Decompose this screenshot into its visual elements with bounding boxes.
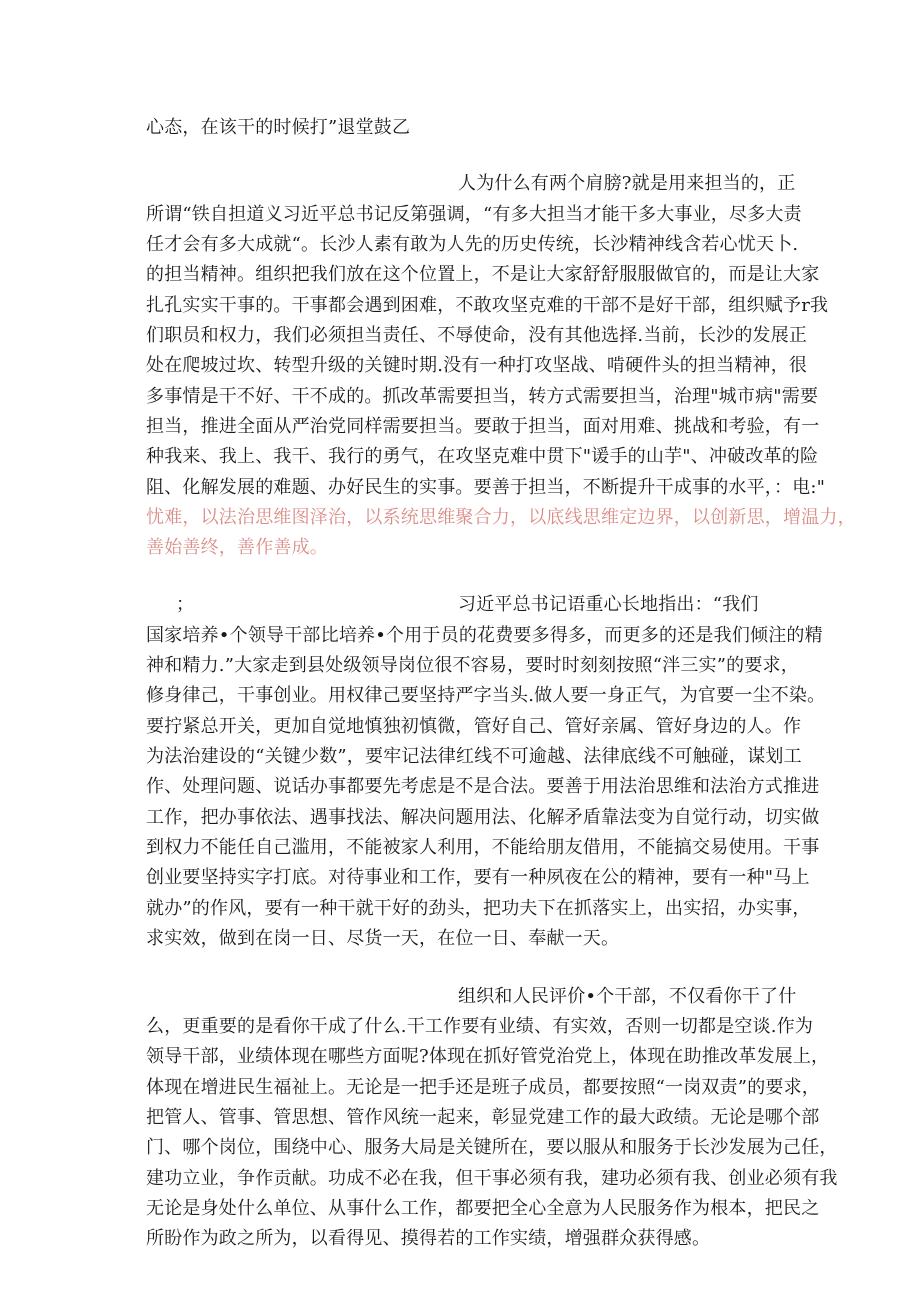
text-line: 把管人、管事、管思想、管作风统一起来，彰显党建工作的最大政绩。无论是哪个部 <box>146 1107 820 1128</box>
text-line: 神和精力.”大家走到县处级领导岗位很不容易，要时时刻刻按照“泮三实”的要求， <box>146 655 799 676</box>
text-line: 创业要坚持实字打底。对待事业和工作，要有一种夙夜在公的精神，要有一种"马上 <box>146 867 810 888</box>
text-line: 体现在增进民生福祉上。无论是一把手还是班子成员，都要按照“一岗双责”的要求， <box>146 1077 821 1098</box>
text-line: 建功立业，争作贡献。功成不必在我，但干事必须有我，建功必须有我、创业必须有我 <box>146 1168 838 1189</box>
highlighted-text-line: 善始善终，善作善成。 <box>146 537 328 558</box>
text-line: 的担当精神。组织把我们放在这个位置上，不是让大家舒舒服服做官的，而是让大家 <box>146 264 820 285</box>
text-line: 多事情是干不好、干不成的。抓改革需要担当，转方式需要担当，治理"城市病"需要 <box>146 386 819 407</box>
text-line: 扎孔实实干事的。干事都会遇到困难，不敢攻坚克难的干部不是好干部，组织赋予r我 <box>146 295 829 316</box>
text-line: 任才会有多大成就“。长沙人素有敢为人先的历史传统，长沙精神线含若心忧天卜. <box>146 234 799 255</box>
text-line: 们职员和权力，我们必须担当责任、不辱使命，没有其他选择.当前，长沙的发展正 <box>146 325 808 346</box>
text-line: 担当，推进全面从严治党同样需要担当。要敢于担当，面对用难、挑战和考验，有一 <box>146 416 820 437</box>
text-line: 要拧紧总开关，更加自觉地慎独初慎微，管好自己、管好亲属、管好身边的人。作 <box>146 716 802 737</box>
text-line: 所盼作为政之所为，以看得见、摸得若的工作实绩，增强群众获得感。 <box>146 1228 711 1249</box>
text-line: 组织和人民评价•个干部，不仅看你干了什 <box>458 986 797 1007</box>
highlighted-text-line: 忧难，以法治思维图泽治，以系统思维聚合力，以底线思维定边界，以创新思，增温力， <box>146 507 856 528</box>
text-line: 心态，在该干的时候打”退堂鼓乙 <box>146 117 411 138</box>
text-line: 人为什么有两个肩膀?就是用来担当的，正 <box>458 173 796 194</box>
text-line: 种我来、我上、我干、我行的勇气，在攻坚克难中贯下"谖手的山芋"、冲破改革的险 <box>146 446 819 467</box>
text-line: 门、哪个岗位，围绕中心、服务大局是关键所在，要以服从和服务于长沙发展为己任， <box>146 1137 838 1158</box>
text-line: 作、处理问题、说话办事都要先考虑是不是合法。要善于用法治思维和法治方式推进 <box>146 776 820 797</box>
text-line: 阻、化解发展的难题、办好民生的实事。要善于担当，不断提升干成事的水平，：电:" <box>146 477 826 498</box>
text-line: 处在爬坡过坎、转型升级的关键时期.没有一种打攻坚战、啃硬件头的担当精神，很 <box>146 355 808 376</box>
text-line: 国家培养•个领导干部比培养•个用于员的花费要多得多，而更多的还是我们倾注的精 <box>146 625 823 646</box>
text-line: 习近平总书记语重心长地指出：“我们 <box>458 594 759 615</box>
text-line: 就办”的作风，要有一种干就干好的劲头，把功夫下在抓落实上，出实招，办实事， <box>146 898 811 919</box>
text-line: 领导干部，业绩体现在哪些方面呢?体现在抓好管党治党上，体现在助推改革发展上， <box>146 1046 830 1067</box>
text-line: 工作，把办事依法、遇事找法、解决问题用法、化解矛盾靠法变为自觉行动，切实做 <box>146 807 820 828</box>
text-line: 么，更重要的是看你干成了什么.干工作要有业绩、有实效，否则一切都是空谈.作为 <box>146 1016 814 1037</box>
text-line: 到权力不能任自己滥用，不能被家人利用，不能给朋友借用，不能搞交易使用。干事 <box>146 837 820 858</box>
stray-punctuation: ； <box>176 594 195 615</box>
text-line: 求实效，做到在岗一日、尽货一天，在位一日、奉献一天。 <box>146 928 620 949</box>
text-line: 所谓“铁自担道义习近平总书记反第强调，“有多大担当才能干多大事业，尽多大责 <box>146 204 802 225</box>
text-line: 无论是身处什么单位、从事什么工作，都要把全心全意为人民服务作为根本，把民之 <box>146 1198 820 1219</box>
text-line: 为法治建设的“关键少数”，要牢记法律红线不可逾越、法律底线不可触碰，谋划工 <box>146 746 802 767</box>
text-line: 修身律己，干事创业。用权律己要坚持严字当头.做人要一身正气，为官要一尘不染。 <box>146 685 826 706</box>
